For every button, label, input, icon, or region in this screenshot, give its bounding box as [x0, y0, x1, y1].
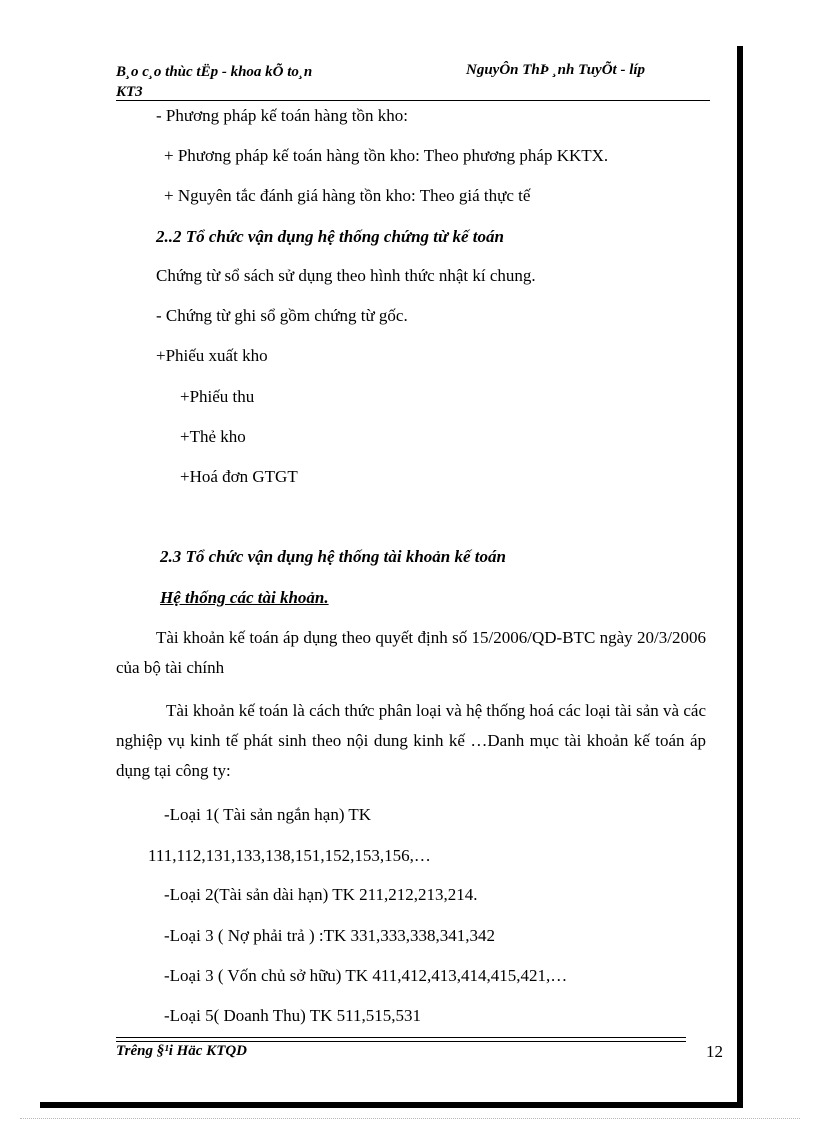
- account-list-item: -Loại 5( Doanh Thu) TK 511,515,531: [164, 1006, 422, 1025]
- footer-divider: [116, 1037, 686, 1038]
- header-author: NguyÔn ThÞ ¸nh TuyÕt - líp: [466, 62, 646, 78]
- account-list-item: -Loại 2(Tài sản dài hạn) TK 211,212,213,214.: [164, 885, 478, 904]
- account-list-item: 111,112,131,133,138,151,152,153,156,…: [148, 846, 431, 865]
- list-item: +Hoá đơn GTGT: [180, 467, 298, 486]
- body-line: - Phương pháp kế toán hàng tồn kho:: [156, 106, 408, 125]
- list-item: +Phiếu thu: [180, 387, 255, 406]
- header-title-line2: KT3: [116, 84, 143, 100]
- page-border-bottom: [40, 1102, 743, 1108]
- section-heading-2-2: 2..2 Tổ chức vận dụng hệ thống chứng từ kế toán: [156, 227, 504, 246]
- body-line: - Chứng từ ghi sổ gồm chứng từ gốc.: [156, 306, 408, 325]
- body-line: Chứng từ sổ sách sử dụng theo hình thức nhật kí chung.: [156, 266, 536, 285]
- footer-school: Trêng §¹i Häc KTQD: [116, 1043, 248, 1059]
- header-divider: [116, 100, 710, 101]
- subsection-heading: Hệ thống các tài khoản.: [160, 588, 329, 607]
- account-list-item: -Loại 3 ( Nợ phải trả ) :TK 331,333,338,341,342: [164, 926, 495, 945]
- paragraph: Tài khoản kế toán áp dụng theo quyết định số 15/2006/QD-BTC ngày 20/3/2006 của bộ tài chính: [116, 628, 706, 677]
- paragraph: Tài khoản kế toán là cách thức phân loại và hệ thống hoá các loại tài sản và các nghiệp vụ kinh tế phát sinh theo nội dung kinh kế …Danh mục tài khoản kế toán áp dụng tại công ty:: [116, 701, 706, 780]
- page-border-right: [737, 46, 743, 1108]
- body-line: + Nguyên tắc đánh giá hàng tồn kho: Theo giá thực tế: [164, 186, 531, 205]
- list-item: +Phiếu xuất kho: [156, 346, 268, 365]
- page-number: 12: [706, 1042, 723, 1061]
- list-item: +Thẻ kho: [180, 427, 246, 446]
- account-list-item: -Loại 3 ( Vốn chủ sở hữu) TK 411,412,413,414,415,421,…: [164, 966, 568, 985]
- header-report-title: [116, 62, 312, 102]
- header-title-line1: B¸o c¸o thùc tËp - khoa kÕ to¸n: [116, 64, 313, 80]
- page-edge-divider: [20, 1118, 800, 1119]
- footer-divider: [116, 1041, 686, 1042]
- account-list-item: -Loại 1( Tài sản ngắn hạn) TK: [164, 805, 372, 824]
- body-line: + Phương pháp kế toán hàng tồn kho: Theo phương pháp KKTX.: [164, 146, 609, 165]
- section-heading-2-3: 2.3 Tổ chức vận dụng hệ thống tài khoản kế toán: [160, 547, 506, 566]
